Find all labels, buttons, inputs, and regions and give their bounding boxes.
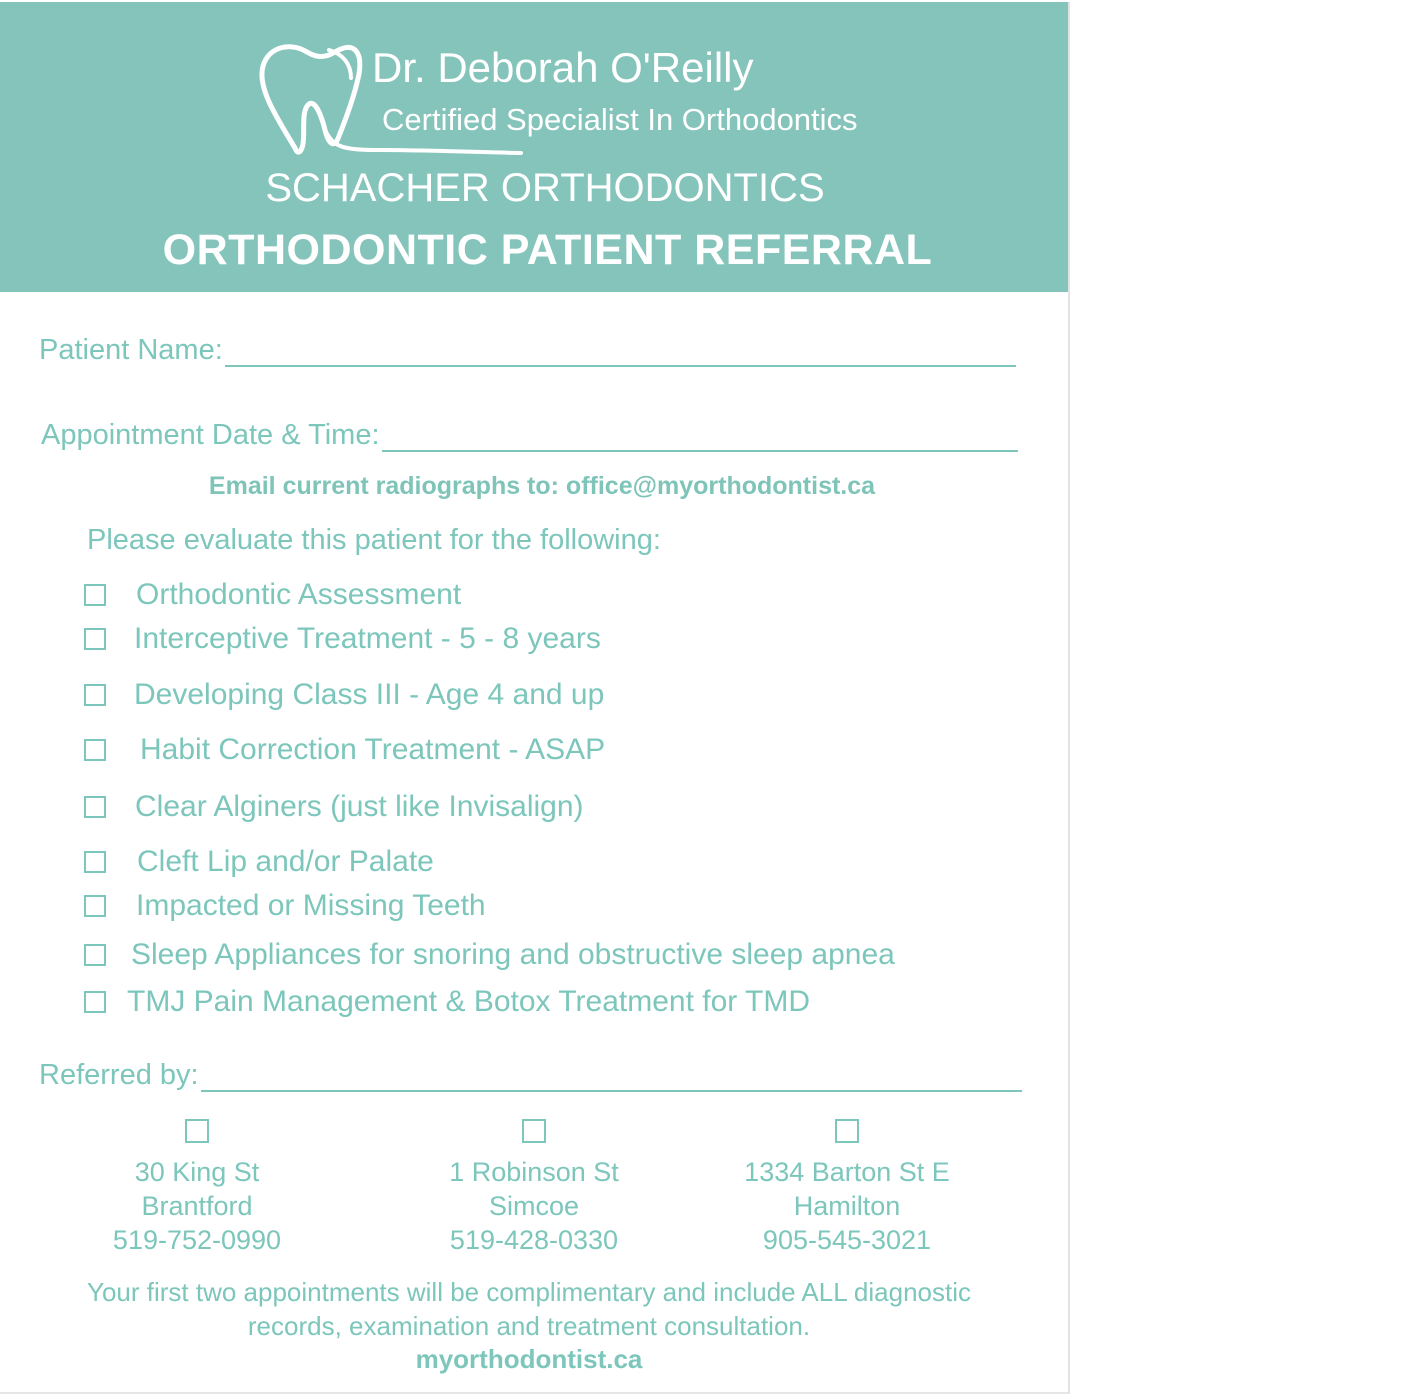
option-orthodontic-assessment[interactable] (84, 578, 461, 612)
checkbox[interactable] (84, 851, 106, 873)
option-developing-class-iii[interactable] (84, 678, 604, 712)
location-city: Simcoe (488, 1191, 580, 1221)
option-impacted-missing-teeth[interactable] (84, 889, 486, 923)
option-habit-correction[interactable] (84, 733, 605, 767)
website-link[interactable]: myorthodontist.ca (415, 1344, 643, 1374)
location-city: Brantford (141, 1191, 253, 1221)
option-tmj-pain-management[interactable] (84, 985, 810, 1019)
referred-by-field[interactable] (39, 1059, 1022, 1092)
option-clear-aligners[interactable] (84, 790, 584, 824)
header-banner (0, 2, 1068, 292)
checkbox[interactable] (84, 796, 106, 818)
location-phone: 519-752-0990 (112, 1225, 282, 1255)
option-interceptive-treatment[interactable] (84, 622, 601, 656)
form-title: ORTHODONTIC PATIENT REFERRAL (162, 226, 933, 274)
doctor-name: Dr. Deborah O'Reilly (372, 44, 754, 91)
evaluation-intro: Please evaluate this patient for the following: (87, 524, 661, 556)
location-checkbox[interactable] (522, 1119, 546, 1143)
appointment-input-line[interactable] (382, 420, 1019, 452)
option-label: Developing Class III - Age 4 and up (134, 678, 605, 711)
referral-card (0, 2, 1070, 1394)
checkbox[interactable] (84, 684, 106, 706)
option-label: Interceptive Treatment - 5 - 8 years (134, 622, 601, 655)
checkbox[interactable] (84, 628, 106, 650)
footer-note-line-1: Your first two appointments will be complimentary and include ALL diagnostic (87, 1277, 971, 1307)
location-city: Hamilton (793, 1191, 901, 1221)
patient-name-input-line[interactable] (225, 335, 1016, 367)
option-sleep-appliances[interactable] (84, 938, 895, 972)
checkbox[interactable] (84, 944, 106, 966)
location-hamilton[interactable] (697, 1119, 997, 1257)
footer-note (0, 1275, 1058, 1343)
appointment-field[interactable] (41, 419, 1018, 452)
option-label: Orthodontic Assessment (136, 578, 462, 611)
location-phone: 519-428-0330 (449, 1225, 619, 1255)
appointment-label: Appointment Date & Time: (41, 419, 380, 451)
location-phone: 905-545-3021 (762, 1225, 932, 1255)
option-label: Clear Alginers (just like Invisalign) (135, 790, 584, 823)
location-street: 1334 Barton St E (744, 1157, 950, 1187)
referred-by-input-line[interactable] (201, 1060, 1022, 1092)
patient-name-label: Patient Name: (39, 334, 223, 366)
doctor-title: Certified Specialist In Orthodontics (382, 102, 858, 137)
checkbox[interactable] (84, 895, 106, 917)
checkbox[interactable] (84, 584, 106, 606)
referred-by-label: Referred by: (39, 1059, 199, 1091)
option-label: Sleep Appliances for snoring and obstructive sleep apnea (131, 938, 895, 971)
practice-name: SCHACHER ORTHODONTICS (265, 166, 825, 210)
option-cleft-lip-palate[interactable] (84, 845, 434, 879)
location-checkbox[interactable] (185, 1119, 209, 1143)
location-simcoe[interactable] (384, 1119, 684, 1257)
email-instructions: Email current radiographs to: office@myorthodontist.ca (208, 472, 876, 500)
option-label: Impacted or Missing Teeth (136, 889, 486, 922)
location-street: 1 Robinson St (449, 1157, 619, 1187)
checkbox[interactable] (84, 991, 106, 1013)
location-street: 30 King St (134, 1157, 260, 1187)
location-checkbox[interactable] (835, 1119, 859, 1143)
location-brantford[interactable] (47, 1119, 347, 1257)
option-label: TMJ Pain Management & Botox Treatment for TMD (127, 985, 811, 1018)
footer-note-line-2: records, examination and treatment consultation. (247, 1311, 811, 1341)
patient-name-field[interactable] (39, 334, 1016, 367)
checkbox[interactable] (84, 739, 106, 761)
option-label: Habit Correction Treatment - ASAP (140, 733, 606, 766)
option-label: Cleft Lip and/or Palate (137, 845, 434, 878)
